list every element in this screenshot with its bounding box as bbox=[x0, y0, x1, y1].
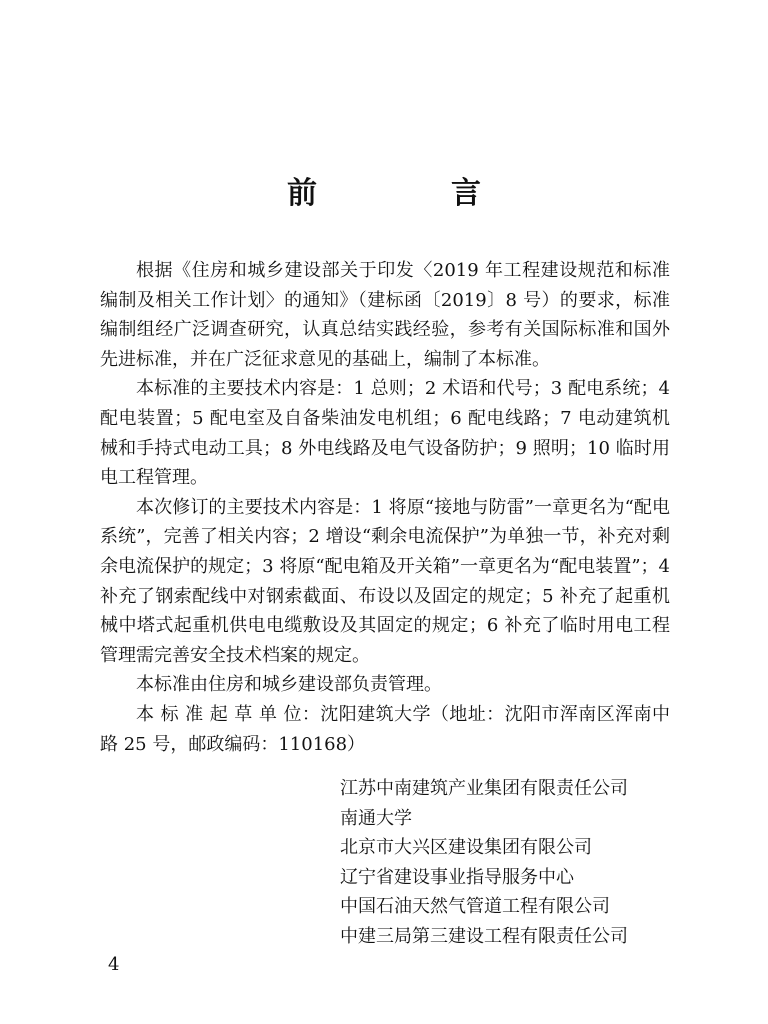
organization-item: 中国石油天然气管道工程有限公司 bbox=[340, 896, 610, 918]
paragraph-management: 本标准由住房和城乡建设部负责管理。 bbox=[136, 674, 442, 696]
organization-item: 南通大学 bbox=[340, 807, 412, 829]
page-title: 前 言 bbox=[287, 176, 533, 211]
paragraph-main-content: 本标准的主要技术内容是：1 总则；2 术语和代号；3 配电系统；4 配电装置；5 配电室及自备柴油发电机组；6 配电线路；7 电动建筑机械和手持式电动工具；8 外电线路及电气设备防护；9 照明；10 临时用电工程管理。 bbox=[100, 378, 670, 489]
paragraph-drafting-unit: 本 标 准 起 草 单 位：沈阳建筑大学（地址：沈阳市浑南区浑南中路 25 号，邮政编码：110168） bbox=[100, 703, 670, 755]
co-drafting-organizations bbox=[340, 774, 670, 952]
paragraph-background: 根据《住房和城乡建设部关于印发〈2019 年工程建设规范和标准编制及相关工作计划〉的通知》（建标函〔2019〕8 号）的要求，标准编制组经广泛调查研究，认真总结实践经验，参考有关国际标准和国外先进标准，并在广泛征求意见的基础上，编制了本标准。 bbox=[100, 260, 670, 370]
paragraph-revision-content: 本次修订的主要技术内容是：1 将原“接地与防雷”一章更名为“配电系统”，完善了相关内容；2 增设“剩余电流保护”为单独一节，补充对剩余电流保护的规定；3 将原“配电箱及开关箱”一章更名为“配电装置”；4 补充了钢索配线中对钢索截面、布设以及固定的规定；5 补充了起重机械中塔式起重机供电电缆敷设及其固定的规定；6 补充了临时用电工程管理需完善安全技术档案的规定。 bbox=[100, 496, 670, 666]
organization-item: 中建三局第三建设工程有限责任公司 bbox=[340, 925, 628, 947]
organization-item: 北京市大兴区建设集团有限公司 bbox=[340, 837, 592, 859]
page-number: 4 bbox=[108, 954, 120, 975]
preface-body bbox=[100, 256, 670, 759]
organization-item: 辽宁省建设事业指导服务中心 bbox=[340, 866, 574, 888]
organization-item: 江苏中南建筑产业集团有限责任公司 bbox=[340, 778, 628, 799]
